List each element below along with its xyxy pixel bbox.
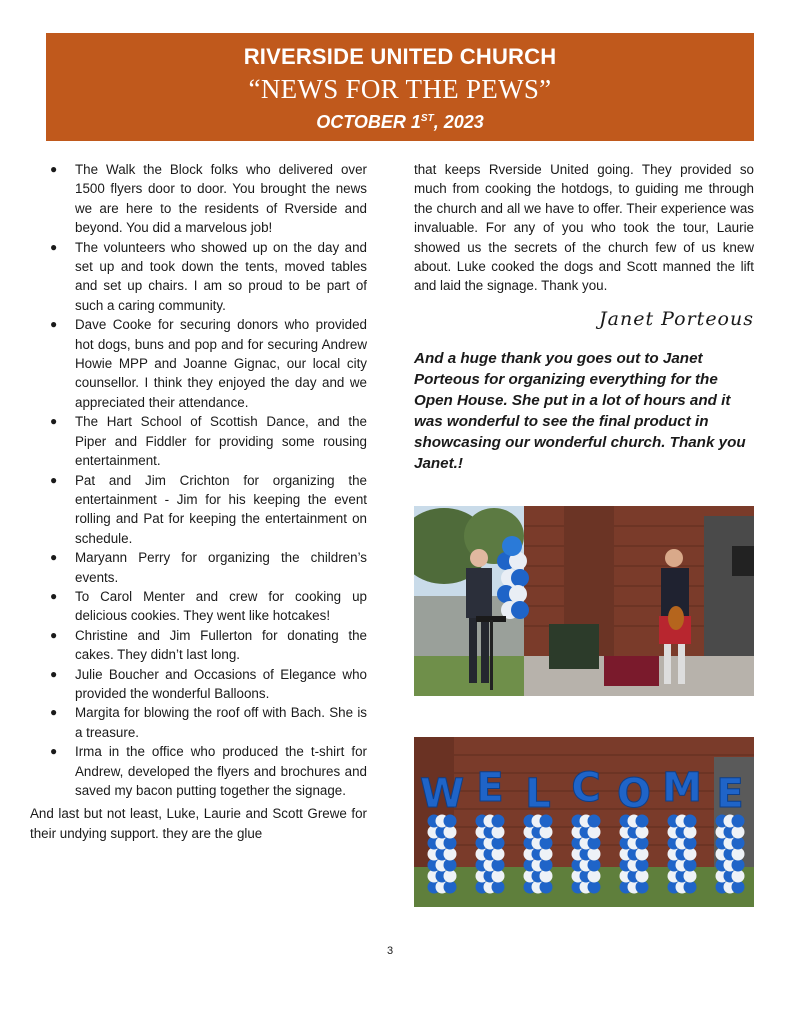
list-item: ● Maryann Perry for organizing the children’s events. [50,550,367,585]
balloon-letter: O [616,771,652,817]
bullet-icon: ● [50,162,58,176]
bullet-icon: ● [50,550,58,565]
list-item: ● The Walk the Block folks who delivered over 1500 flyers door to door. You brought the news we are here to the residents of Rverside and beyond. You did a marvelous job! [50,162,367,236]
bullet-icon: ● [50,744,58,759]
list-item: ● Julie Boucher and Occasions of Elegance who provided the wonderful Balloons. [50,666,367,701]
signature: Janet Porteous [599,307,754,330]
balloon-letter: L [525,771,551,817]
thank-you-list [30,160,367,800]
list-item: ● Irma in the office who produced the t-shirt for Andrew, developed the flyers and brochures and saved my bacon putting together the signage. [50,744,367,798]
thank-you-note: And a huge thank you goes out to Janet Porteous for organizing everything for the Open House. She put in a lot of hours and it was wonderful to see the final product in showcasing our wonderful church. Thank you Janet.! [414,349,746,472]
balloon [684,815,697,828]
balloon [492,815,505,828]
list-item: ● Christine and Jim Fullerton for donating the cakes. They didn’t last long. [50,627,367,663]
list-item: ● To Carol Menter and crew for cooking up delicious cookies. They went like hotcakes! [50,588,367,624]
list-item: ● The Hart School of Scottish Dance, and the Piper and Fiddler for providing some rousing entertainment. [50,414,367,469]
bullet-icon: ● [50,666,58,681]
musicians-image [414,506,754,696]
balloon-letter: M [662,765,702,811]
welcome-balloons-image [414,737,754,907]
newsletter-title: “NEWS FOR THE PEWS” [248,74,552,104]
bullet-icon: ● [50,414,58,429]
continued-paragraph: that keeps Rverside United going. They provided so much from cooking the hotdogs, to guiding me through the church and all we have to offer. Their experience was invaluable. For any of you who took the tour, Laurie showed us the secrets of the church few of us knew about. Luke cooked the dogs and Scott manned the lift and laid the signage. Thank you. [414,162,754,294]
photo-welcome-balloons [414,737,754,907]
issue-date: OCTOBER 1ST, 2023 [316,112,484,132]
list-item: ● The volunteers who showed up on the day and set up and took down the tents, moved tables and set up chairs. I am so proud to be part of such a caring community. [50,239,367,313]
list-item: ● Dave Cooke for securing donors who provided hot dogs, buns and pop and for securing Andrew Howie MPP and Joanne Gignac, our local city counsellor. I think they enjoyed the day and we appreciated their attendance. [50,317,367,410]
bullet-icon: ● [50,317,58,332]
balloon-letter: E [476,765,504,811]
bullet-icon: ● [50,239,58,254]
balloon-letter: C [571,765,601,811]
balloon-letter: W [419,771,465,817]
balloon-letter: E [716,771,744,817]
header-banner [46,33,754,141]
list-item: ● Pat and Jim Crichton for organizing the entertainment - Jim for his keeping the event rolling and Pat for keeping the entertainment on schedule. [50,472,367,546]
page-number: 3 [386,945,394,957]
closing-paragraph: And last but not least, Luke, Laurie and Scott Grewe for their undying support. they are the glue [30,806,367,841]
bullet-icon: ● [50,472,58,487]
list-item: ● Margita for blowing the roof off with Bach. She is a treasure. [50,705,367,740]
bullet-icon: ● [50,588,58,603]
left-column [30,160,367,857]
photo-musicians [414,506,754,696]
bullet-icon: ● [50,627,58,642]
balloon [588,815,601,828]
church-name: RIVERSIDE UNITED CHURCH [243,44,557,69]
right-column [414,160,754,474]
bullet-icon: ● [50,705,58,720]
